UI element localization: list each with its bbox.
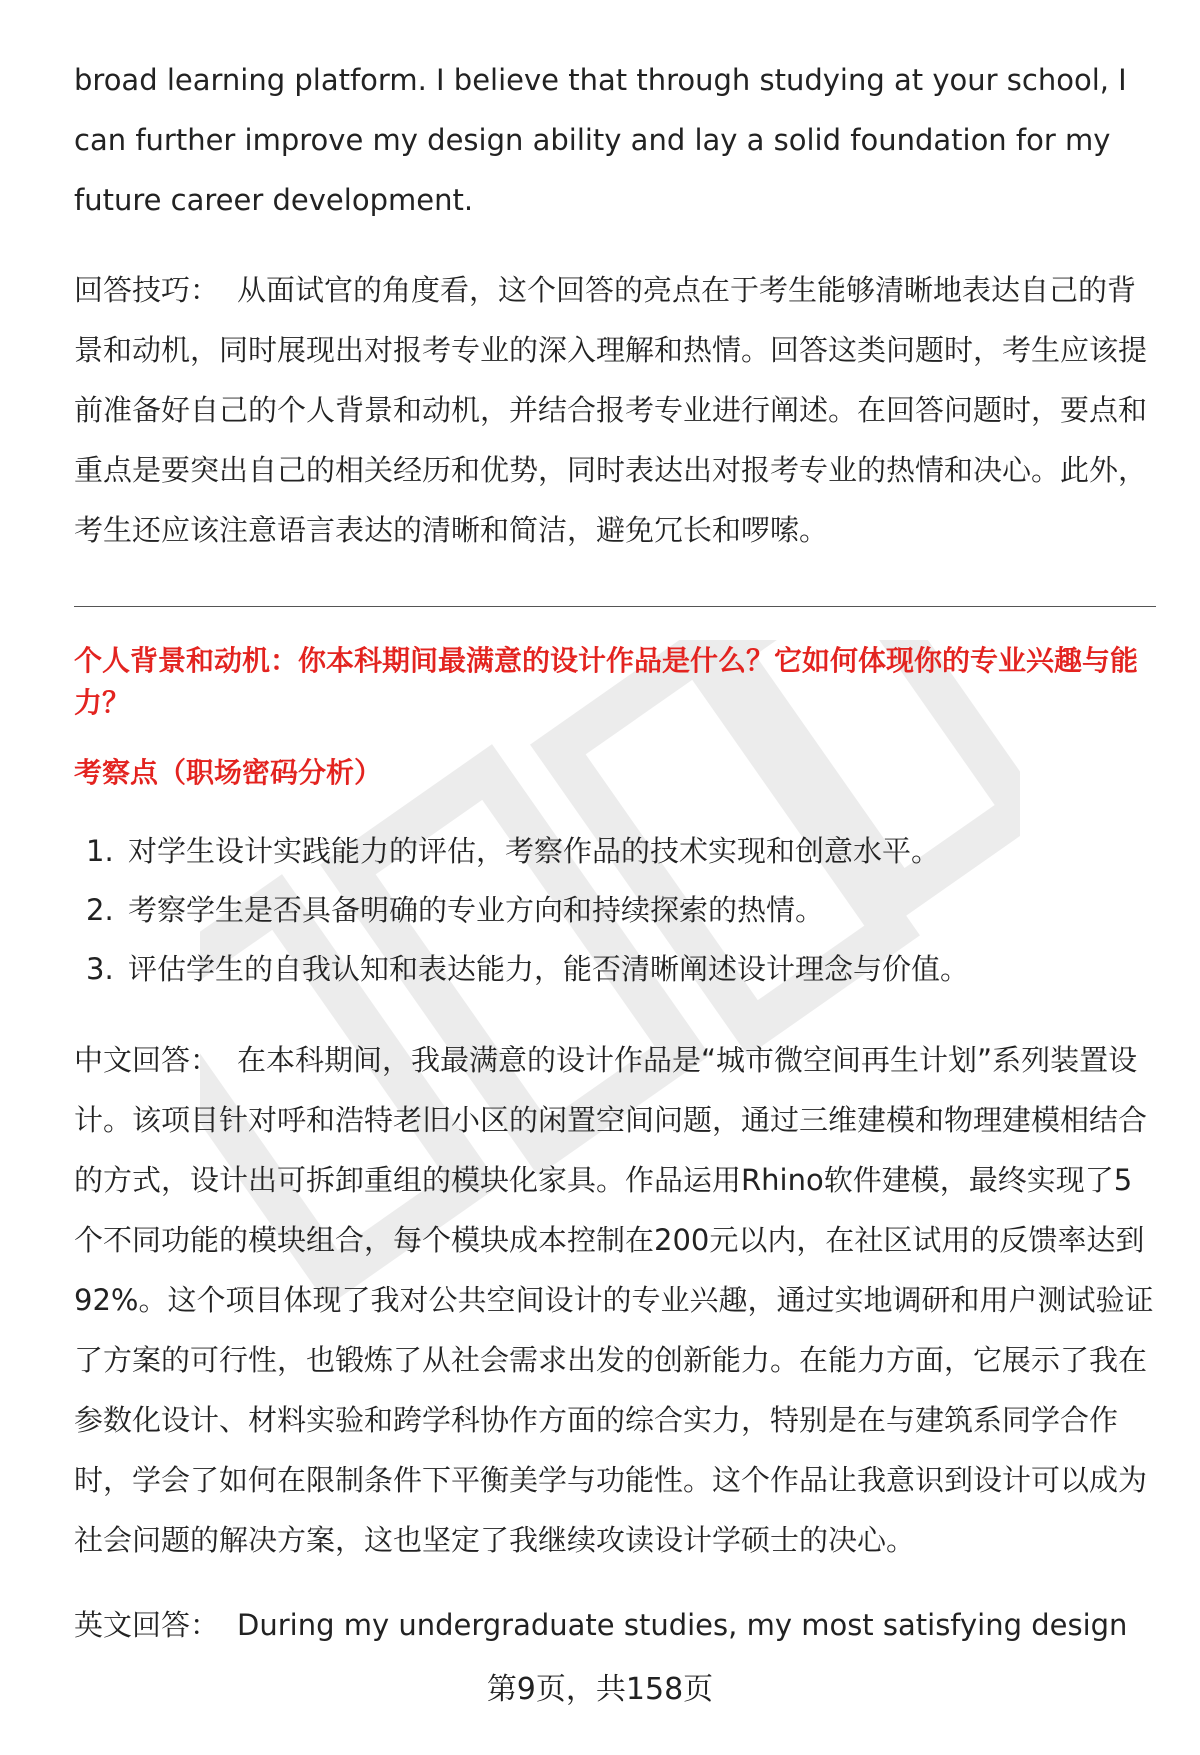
- english-answer-text: During my undergraduate studies, my most satisfying design: [237, 1608, 1128, 1642]
- list-item-text: 评估学生的自我认知和表达能力，能否清晰阐述设计理念与价值。: [128, 952, 970, 986]
- section-divider: [74, 606, 1156, 607]
- english-answer-paragraph: [74, 1595, 1156, 1655]
- list-item-text: 对学生设计实践能力的评估，考察作品的技术实现和创意水平。: [128, 834, 941, 868]
- list-item-number: 3.: [86, 952, 114, 986]
- chinese-answer-paragraph: [74, 1030, 1156, 1570]
- chinese-answer-text: 在本科期间，我最满意的设计作品是“城市微空间再生计划”系列装置设计。该项目针对呼和浩特老旧小区的闲置空间问题，通过三维建模和物理建模相结合的方式，设计出可拆卸重组的模块化家具。作品运用Rhino软件建模，最终实现了5个不同功能的模块组合，每个模块成本控制在200元以内，在社区试用的反馈率达到92%。这个项目体现了我对公共空间设计的专业兴趣，通过实地调研和用户测试验证了方案的可行性，也锻炼了从社会需求出发的创新能力。在能力方面，它展示了我在参数化设计、材料实验和跨学科协作方面的综合实力，特别是在与建筑系同学合作时，学会了如何在限制条件下平衡美学与功能性。这个作品让我意识到设计可以成为社会问题的解决方案，这也坚定了我继续攻读设计学硕士的决心。: [74, 1043, 1154, 1557]
- answer-tip-paragraph: [74, 260, 1156, 560]
- focus-points-title: 考察点（职场密码分析）: [74, 756, 383, 789]
- page-number-footer: 第9页，共158页: [486, 1672, 714, 1707]
- list-item-number: 2.: [86, 893, 114, 927]
- question-heading: 个人背景和动机：你本科期间最满意的设计作品是什么？它如何体现你的专业兴趣与能力？: [74, 644, 1139, 719]
- answer-tip-label: 回答技巧：: [74, 273, 220, 307]
- list-item-text: 考察学生是否具备明确的专业方向和持续探索的热情。: [128, 893, 825, 927]
- list-item-number: 1.: [86, 834, 114, 868]
- intro-paragraph-tail: broad learning platform. I believe that through studying at your school, I can further improve my design ability and lay a solid foundation for my future career development.: [74, 63, 1127, 217]
- list-item: [86, 881, 969, 940]
- chinese-answer-label: 中文回答：: [74, 1043, 220, 1077]
- list-item: [86, 822, 969, 881]
- answer-tip-text: 从面试官的角度看，这个回答的亮点在于考生能够清晰地表达自己的背景和动机，同时展现出对报考专业的深入理解和热情。回答这类问题时，考生应该提前准备好自己的个人背景和动机，并结合报考专业进行阐述。在回答问题时，要点和重点是要突出自己的相关经历和优势，同时表达出对报考专业的热情和决心。此外，考生还应该注意语言表达的清晰和简洁，避免冗长和啰嗦。: [74, 273, 1148, 547]
- list-item: [86, 940, 969, 999]
- english-answer-label: 英文回答：: [74, 1608, 220, 1642]
- focus-points-list: [86, 822, 969, 999]
